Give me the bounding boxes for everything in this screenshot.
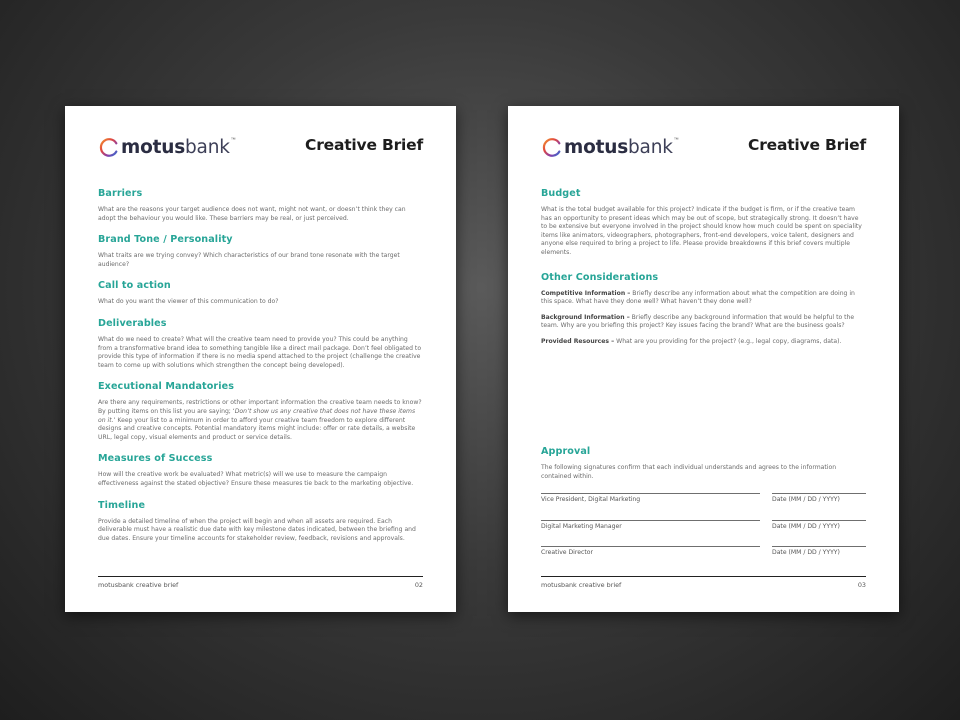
section-body: What traits are we trying convey? Which characteristics of our brand tone resonate with the target audience?: [98, 252, 400, 268]
brief-page-02: [65, 106, 456, 612]
section-heading: Budget: [541, 188, 581, 199]
footer-label: motusbank creative brief: [98, 581, 179, 589]
signature-role: Digital Marketing Manager: [541, 522, 622, 530]
logo-word-motus: motus: [564, 136, 629, 158]
section-call-to-action: [98, 280, 423, 307]
section-other-considerations: [541, 272, 866, 347]
section-timeline: [98, 500, 423, 544]
signature-row: [541, 520, 866, 547]
brief-page-03: [508, 106, 899, 612]
section-body: How will the creative work be evaluated? What metric(s) will we use to measure the campaign effectiveness against the stated objective? Ensure these measures tie back to the marketing objective.: [98, 471, 414, 487]
date-label: Date (MM / DD / YYYY): [772, 496, 840, 504]
section-body: [98, 399, 423, 442]
page-number: 02: [414, 581, 423, 589]
section-budget: [541, 188, 866, 258]
approval-intro: The following signatures confirm that each individual understands and agrees to the information contained within.: [541, 464, 837, 480]
section-heading: Approval: [541, 446, 591, 457]
section-heading: Brand Tone / Personality: [98, 234, 233, 246]
signature-line[interactable]: [541, 493, 760, 494]
section-measures-of-success: [98, 453, 423, 488]
logo-ring-icon: [98, 136, 120, 158]
section-executional-mandatories: [98, 381, 423, 442]
section-heading: Barriers: [98, 188, 143, 199]
signature-row: [541, 493, 866, 520]
consideration-item: [541, 290, 866, 307]
trademark-symbol: ™: [673, 137, 679, 143]
doc-title: Creative Brief: [748, 136, 866, 154]
date-line[interactable]: [772, 546, 866, 547]
page-number: 03: [857, 581, 866, 589]
consideration-item: [541, 338, 866, 347]
approval-section: [541, 446, 866, 573]
date-line[interactable]: [772, 493, 866, 494]
motusbank-logo: [98, 134, 236, 160]
footer-label: motusbank creative brief: [541, 581, 622, 589]
logo-ring-icon: [541, 136, 563, 158]
footer-divider: [98, 576, 423, 577]
section-brand-tone: [98, 234, 423, 269]
footer-divider: [541, 576, 866, 577]
trademark-symbol: ™: [230, 137, 236, 143]
consideration-item: [541, 314, 866, 331]
signature-row: [541, 546, 866, 573]
section-heading: Other Considerations: [541, 271, 659, 283]
section-body: Provide a detailed timeline of when the project will begin and when all assets are required. Each deliverable must have a realistic due date with key milestone dates indicated, between the briefing and due dates. Ensure your timeline accounts for stakeholder review, feedback, revisions and approvals.: [98, 517, 416, 542]
right-content: [541, 188, 866, 358]
section-heading: Deliverables: [98, 317, 167, 329]
section-heading: Timeline: [98, 499, 146, 511]
logo-word-motus: motus: [121, 136, 186, 158]
date-label: Date (MM / DD / YYYY): [772, 549, 840, 557]
section-heading: Measures of Success: [98, 453, 213, 465]
consideration-text: Briefly describe any information about what the competition are doing in this space. What have they done well? What haven’t they done well?: [541, 289, 855, 306]
signature-role: Vice President, Digital Marketing: [541, 496, 641, 504]
section-body: What are the reasons your target audience does not want, might not want, or doesn’t think they can adopt the behaviour you would like. These barriers may be real, or just perceived.: [98, 206, 406, 222]
logo-word-bank: bank: [628, 136, 673, 158]
signature-line[interactable]: [541, 520, 760, 521]
signature-line[interactable]: [541, 546, 760, 547]
consideration-text: What are you providing for the project? (e.g., legal copy, diagrams, data).: [614, 337, 842, 345]
section-body: What is the total budget available for this project? Indicate if the budget is firm, or if the creative team has an opportunity to present ideas which may be out of scope, but strategically strong. It doesn’t have to be extensive but everyone involved in the project should know how much could be spent on speciality items like animators, videographers, photographers, front-end developers, voice talent, designers and anyone else required to bring a project to life. Please provide breakdowns if this brief covers multiple elements.: [541, 206, 862, 256]
logo-word-bank: bank: [185, 136, 230, 158]
body-italic: Don’t show us any creative that does not have these items on it: [98, 407, 416, 424]
motusbank-logo: [541, 134, 679, 160]
section-deliverables: [98, 318, 423, 370]
signature-role: Creative Director: [541, 549, 593, 557]
body-text: Are there any requirements, restrictions or other important information the creative team needs to know? By putting items on this list you are saying; ‘: [98, 399, 422, 415]
section-body: What do we need to create? What will the creative team need to provide you? This could be anything from a transformative brand idea to something tangible like a direct mail package. Don’t feel obligated to provide this type of information if there is no media spend attached to the project (challenge the creative team to come up with solutions which strengthen the concept being developed).: [98, 335, 422, 369]
section-barriers: [98, 188, 423, 223]
doc-title: Creative Brief: [305, 136, 423, 154]
body-text: .’ Keep your list to a minimum in order to afford your creative team freedom to explore different designs and creative concepts. Potential mandatory items might include: offer or rate details, a website URL, legal copy, visual elements and product or service details.: [98, 416, 416, 441]
section-body: What do you want the viewer of this communication to do?: [98, 298, 279, 306]
left-content: [98, 188, 423, 554]
section-heading: Call to action: [98, 280, 171, 292]
consideration-label: Provided Resources –: [541, 337, 615, 345]
consideration-text: Briefly describe any background information that would be helpful to the team. Why are you briefing this project? Key issues facing the brand? What are the business goals?: [541, 313, 855, 330]
consideration-label: Background Information –: [541, 313, 630, 321]
date-line[interactable]: [772, 520, 866, 521]
section-heading: Executional Mandatories: [98, 381, 235, 393]
date-label: Date (MM / DD / YYYY): [772, 522, 840, 530]
consideration-label: Competitive Information –: [541, 289, 631, 297]
